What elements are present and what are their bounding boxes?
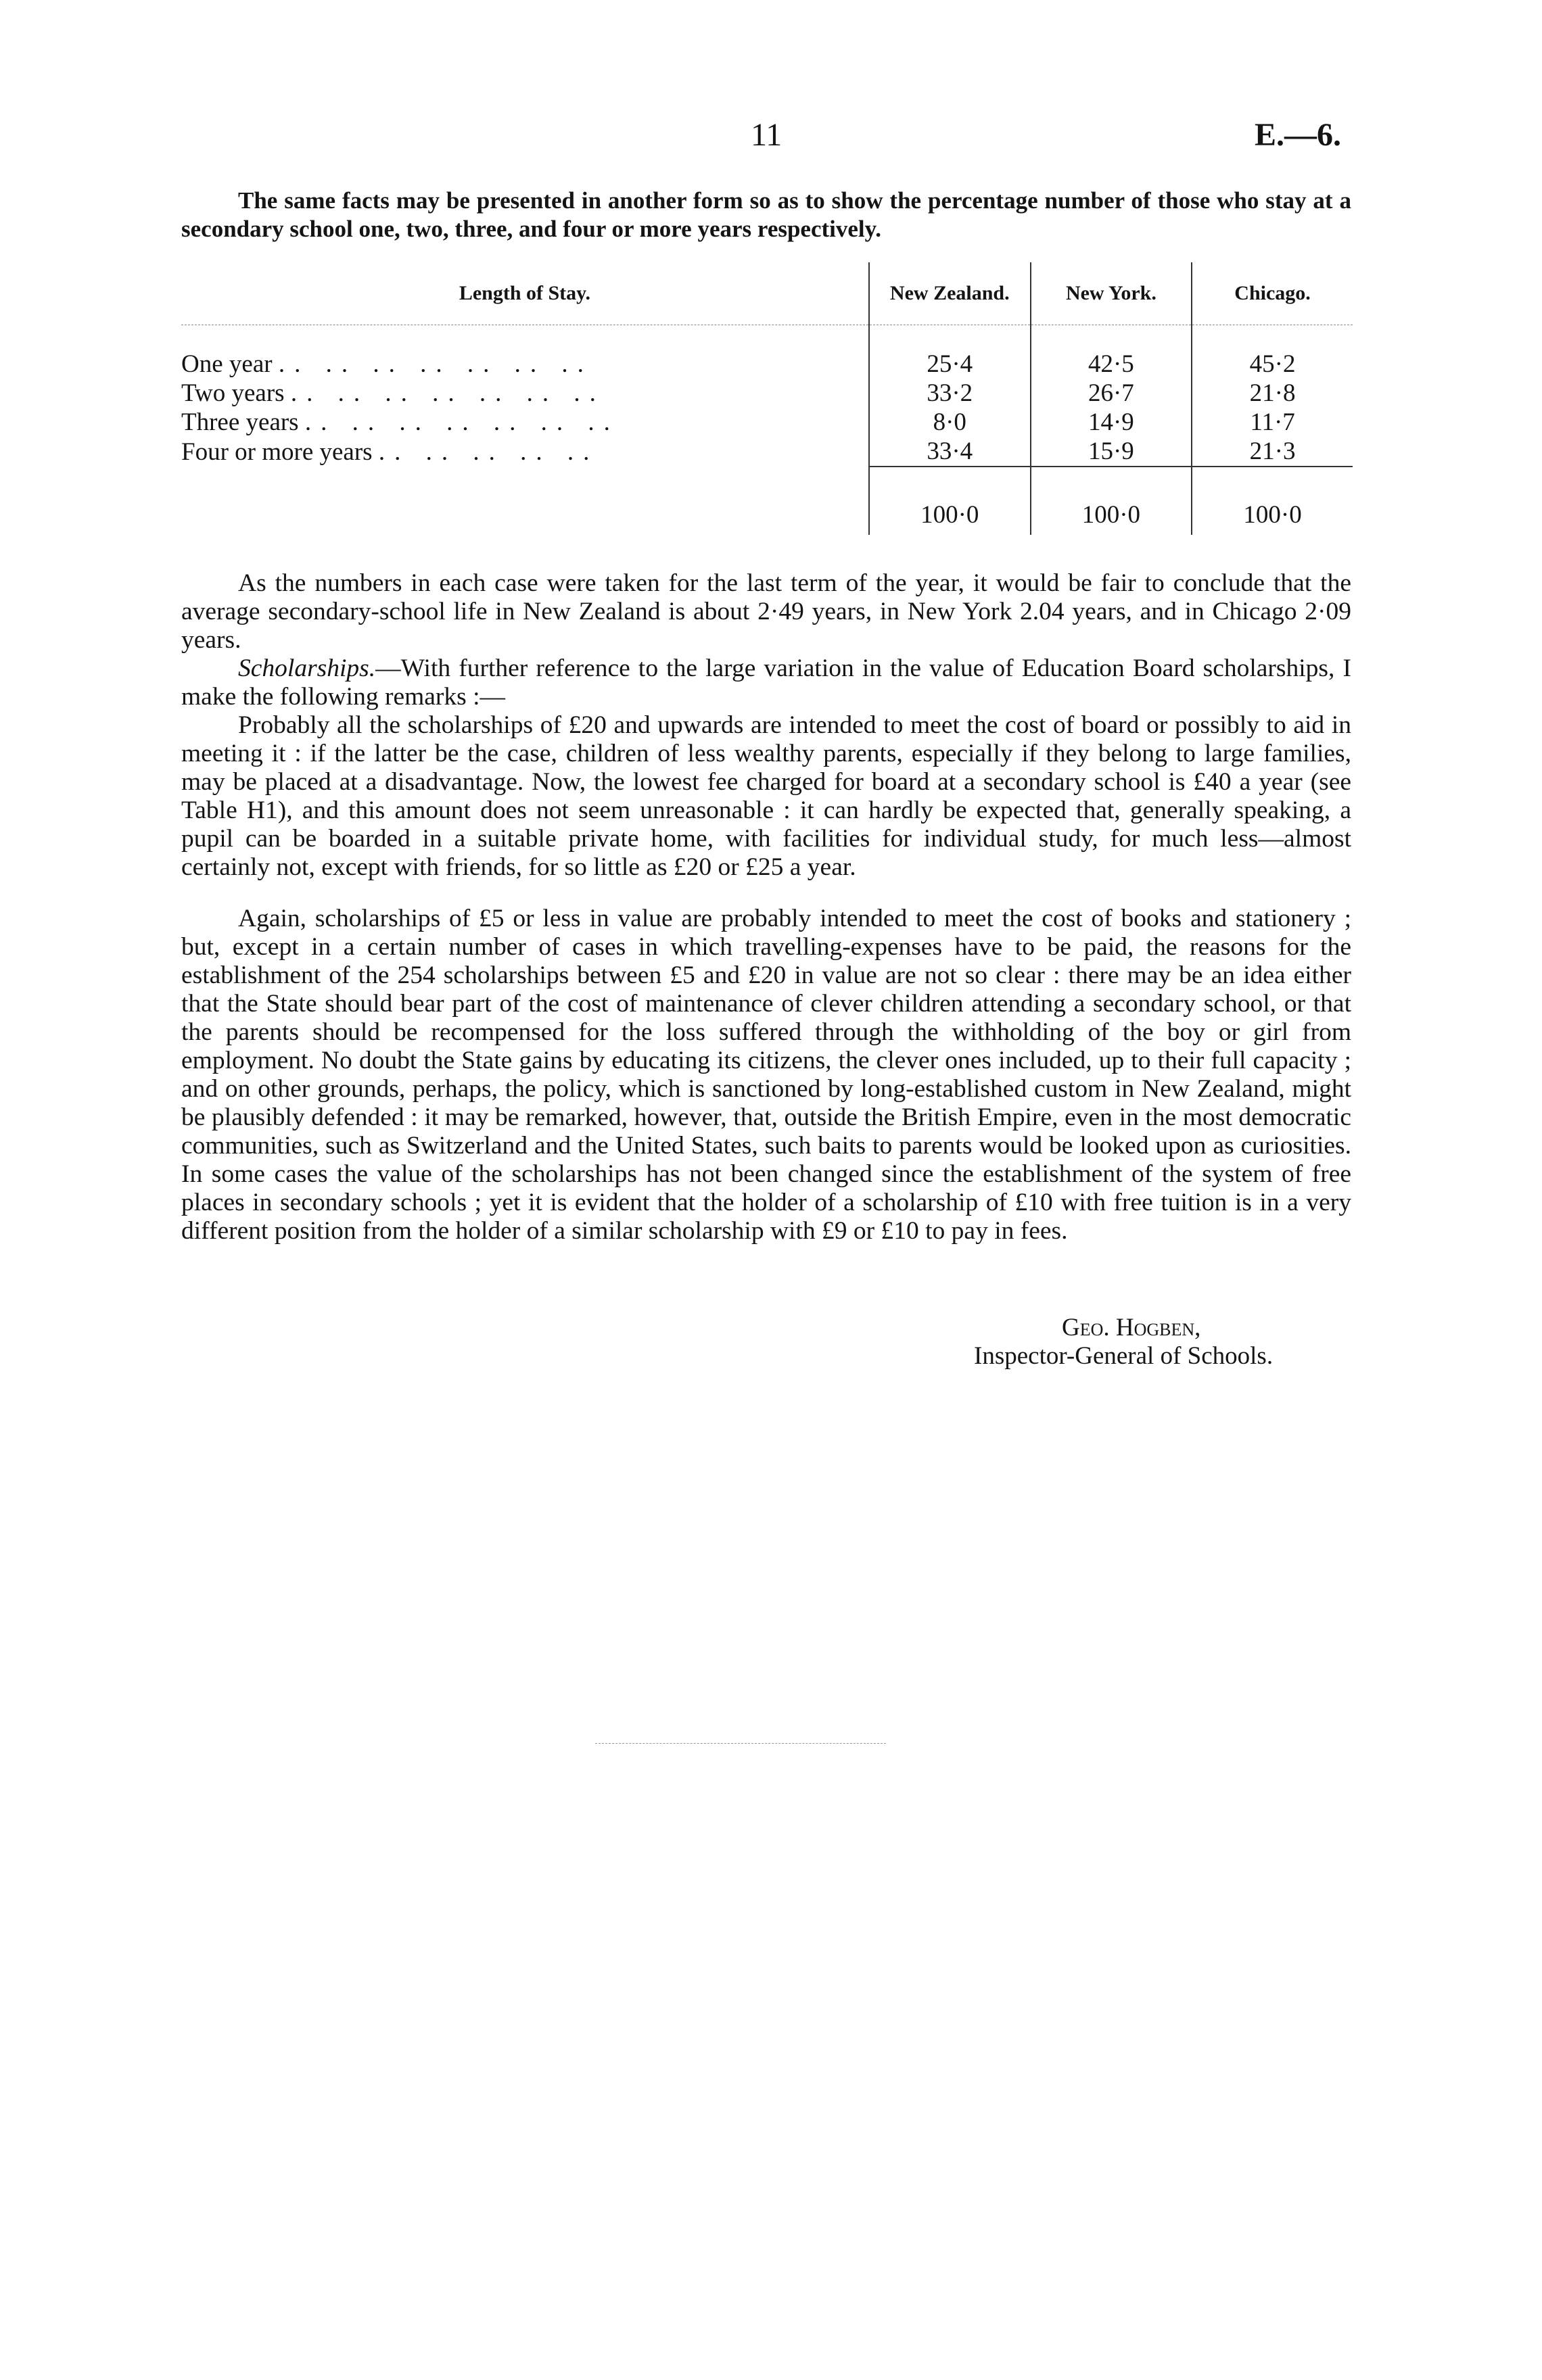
average-life-section xyxy=(181,569,1351,711)
cell-new-york: 42·5 xyxy=(1031,325,1192,379)
scholarships-heading: Scholarships. xyxy=(238,654,376,682)
length-of-stay-table xyxy=(181,262,1353,535)
page-number: 11 xyxy=(751,117,782,153)
header-new-zealand: New Zealand. xyxy=(869,262,1031,325)
table-row xyxy=(181,408,1353,437)
header-chicago: Chicago. xyxy=(1192,262,1353,325)
row-label: One year .. .. .. .. .. .. .. xyxy=(181,350,593,378)
table-row xyxy=(181,325,1353,379)
total-chicago: 100·0 xyxy=(1192,467,1353,535)
row-label: Two years .. .. .. .. .. .. .. xyxy=(181,379,605,407)
table-row xyxy=(181,437,1353,467)
small-scholarships-paragraph: Again, scholarships of £5 or less in value are probably intended to meet the cost of books and stationery ; but, except in a certain number of cases in which travelling-expenses have to be paid, the reasons for the establishment of the 254 scholarships between £5 and £20 in value are not so clear : there may be an idea either that the State should bear part of the cost of maintenance of clever children attending a secondary school, or that the parents should be recompensed for the loss suffered through the withholding of the boy or girl from employment. No doubt the State gains by educating its citizens, the clever ones included, up to their full capacity ; and on other grounds, perhaps, the policy, which is sanctioned by long-established custom in New Zealand, might be plausibly defended : it may be remarked, however, that, outside the British Empire, even in the most democratic communities, such as Switzerland and the United States, such baits to parents would be looked upon as curiosities. In some cases the value of the scholarships has not been changed since the establishment of the system of free places in secondary schools ; yet it is evident that the holder of a scholarship of £10 with free tuition is in a very different position from the holder of a similar scholarship with £9 or £10 to pay in fees. xyxy=(181,905,1351,1245)
cell-new-zealand: 33·4 xyxy=(869,437,1031,467)
scholarships-intro-text: —With further reference to the large variation in the value of Education Board scholarships, I make the following remarks :— xyxy=(181,654,1351,711)
document-reference: E.—6. xyxy=(1255,117,1342,153)
cell-chicago: 11·7 xyxy=(1192,408,1353,437)
row-label: Four or more years .. .. .. .. .. xyxy=(181,437,599,466)
board-fee-paragraph: Probably all the scholarships of £20 and upwards are intended to meet the cost of board or possibly to aid in meeting it : if the latter be the case, children of less wealthy parents, especially if they belong to large families, may be placed at a disadvantage. Now, the lowest fee charged for board at a secondary school is £40 a year (see Table H1), and this amount does not seem unreasonable : it can hardly be expected that, generally speaking, a pupil can be boarded in a suitable private home, with facilities for individual study, for much less—almost certainly not, except with friends, for so little as £20 or £25 a year. xyxy=(181,711,1351,881)
table-row xyxy=(181,379,1353,408)
header-length-of-stay: Length of Stay. xyxy=(181,262,869,325)
intro-paragraph: The same facts may be presented in another form so as to show the percentage number of those who stay at a secondary school one, two, three, and four or more years respectively. xyxy=(181,187,1351,242)
total-label xyxy=(181,467,869,535)
cell-chicago: 45·2 xyxy=(1192,325,1353,379)
table-header-row xyxy=(181,262,1353,325)
average-life-paragraph: As the numbers in each case were taken for the last term of the year, it would be fair to conclude that the average secondary-school life in New Zealand is about 2·49 years, in New York 2.04 years, and in Chicago 2·09 years. xyxy=(181,569,1351,654)
cell-new-york: 15·9 xyxy=(1031,437,1192,467)
table-total-row xyxy=(181,467,1353,535)
cell-new-york: 26·7 xyxy=(1031,379,1192,408)
end-rule xyxy=(595,1743,886,1744)
row-label: Three years .. .. .. .. .. .. .. xyxy=(181,408,620,436)
header-new-york: New York. xyxy=(1031,262,1192,325)
signature-name: Geo. Hogben, xyxy=(1062,1314,1201,1341)
scholarships-paragraph xyxy=(181,654,1351,711)
signature-title: Inspector-General of Schools. xyxy=(974,1342,1274,1370)
cell-chicago: 21·8 xyxy=(1192,379,1353,408)
total-new-york: 100·0 xyxy=(1031,467,1192,535)
cell-new-york: 14·9 xyxy=(1031,408,1192,437)
total-new-zealand: 100·0 xyxy=(869,467,1031,535)
cell-new-zealand: 25·4 xyxy=(869,325,1031,379)
cell-chicago: 21·3 xyxy=(1192,437,1353,467)
cell-new-zealand: 8·0 xyxy=(869,408,1031,437)
cell-new-zealand: 33·2 xyxy=(869,379,1031,408)
